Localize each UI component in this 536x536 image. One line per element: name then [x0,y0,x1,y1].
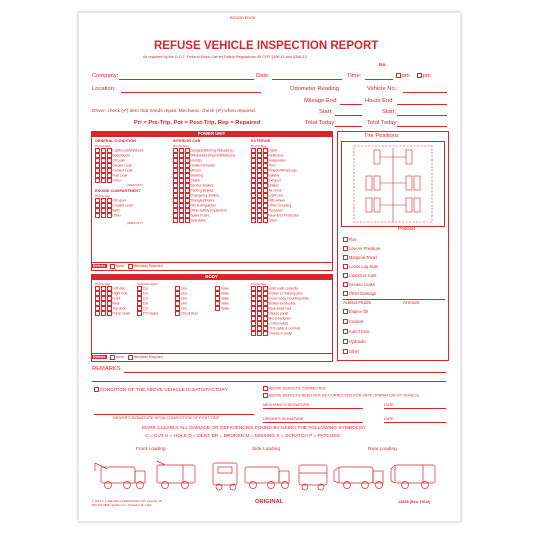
added-fluid-label: Auto Trans. [348,329,371,334]
hydraulic-valve-label: Valve [220,291,230,296]
engine-col-header: Pri Pot Rep [95,194,111,198]
tire-condition-checkbox[interactable] [343,264,348,269]
body-header: BODY [91,274,332,280]
tire-diagram [342,142,444,226]
body-panels-list [95,286,130,316]
exterior-list [251,148,299,223]
remarks-line-2[interactable] [92,381,446,382]
interior-cab-label: Steering [190,173,204,178]
remarks-label: REMARKS [92,366,121,372]
tire-condition-item [343,244,380,253]
interior-cab-label: Other Safety Equipment [190,208,227,213]
total-today-label-2: Total Today: [367,120,398,126]
front-loading-side-truck-icon [95,463,145,489]
time-field[interactable] [365,79,393,80]
vehicle-no-field[interactable] [403,92,447,93]
form-revision-label: 13828 (Rev. 10/12) [398,500,431,504]
general-condition-label: Other [112,178,121,183]
tire-condition-checkbox[interactable] [343,273,348,278]
side-loading-rear-truck-icon [299,465,327,490]
body-col5-header: Pri Pot Rep [251,282,267,286]
hours-end-label: Hours End: [365,98,394,104]
tire-diagram-box [341,141,445,227]
tire-condition-label: Other Damage [348,291,377,296]
exterior-label: Brakes [268,183,279,188]
added-fluid-item [343,307,370,317]
tire-condition-checkbox[interactable] [343,246,348,251]
exterior-checkbox[interactable] [263,218,268,223]
driver-signature-label: DRIVER'S SIGNATURE [263,417,304,421]
rear-loading-side-truck-icon [334,467,383,489]
company-field[interactable] [119,79,254,80]
vehicle-no-label: Vehicle No.: [367,86,398,92]
body-hardware-list [251,286,309,336]
start-field-2[interactable] [397,115,447,116]
hydraulic-valve-list [215,286,229,311]
general-condition-checkbox[interactable] [95,178,100,183]
total-today-field-2[interactable] [397,126,447,127]
interior-cab-checkbox[interactable] [173,218,178,223]
interior-cab-label: Mirrors [190,168,201,173]
tire-condition-label: Marginal Tread [348,255,377,260]
added-fluid-label: Coolant [348,319,364,324]
body-hardware-label: Hoist pack correctly [268,286,298,291]
body-hardware-label: Loose body mounting bolts [268,296,309,301]
hydraulic-valve-label: Valve [220,296,230,301]
date-field[interactable] [272,79,342,80]
hydraulic-line-list [175,286,198,316]
hours-end-field[interactable] [397,104,447,105]
hydraulic-leaks-heading: Hydraulic leaks [137,282,158,286]
time-label: Time: [347,73,362,79]
interior-cab-checkbox[interactable] [179,218,184,223]
am-label: am [401,73,410,80]
mechanic-date-line[interactable] [384,408,446,409]
identify-label-2: (IDENTIFY) [127,221,143,225]
hydraulic-valve-checkbox[interactable] [215,306,220,311]
general-condition-label: Cab/Doors/Windows [112,148,144,153]
interior-cab-label: Parking Brakes [190,188,214,193]
body-hardware-checkbox[interactable] [257,331,262,336]
tire-condition-checkbox[interactable] [343,282,348,287]
body-hardware-label: Broken or missing pins [268,291,303,296]
front-loading-label: Front Loading [136,447,166,452]
date-label: Date: [256,73,270,79]
exterior-label: Reflectors [268,153,284,158]
general-condition-checkbox[interactable] [107,178,112,183]
general-col-header: Pri Pot Rep [95,144,111,148]
interior-cab-label: Fire Extinguisher [190,203,216,208]
general-condition-label: Grease Leak [112,163,132,168]
tire-condition-checkbox[interactable] [343,255,348,260]
exterior-label: Fifth-wheel [268,198,285,203]
interior-cab-checkbox[interactable] [185,218,190,223]
form-subtitle: As required by the D.O.T. Federal Motor Carrier Safety Regulations 49 CFR §396.11 and §396.13 [143,55,307,59]
tire-condition-item [343,235,380,244]
general-condition-checkbox[interactable] [101,178,106,183]
body-defects-row [91,353,332,361]
power-mechanic-required-label: Mechanic Required [133,264,163,268]
exterior-heading: EXTERIOR [251,139,271,143]
body-panel-checkbox[interactable] [101,311,106,316]
damage-symbols-text: C = CUT H = HOLE D = DENT BR = BROKEN M = MISSING S = SCRATCH P = PATCHED [145,434,340,439]
satisfactory-label: CONDITION OF THE ABOVE VEHICLE IS SATISFACTORY [99,387,228,393]
hydraulic-cyl-label: Cyl [142,286,148,291]
pm-label: pm [422,73,431,80]
body-col1-header: Pri Pot Rep [95,282,111,286]
power-defects-none-checkbox[interactable] [110,264,115,269]
exterior-label: Battery [268,173,280,178]
added-fluids-heading [343,299,445,306]
mark-clearly-text: MARK CLEARLY ALL DAMAGE OR DEFICIENCIES FOUND BY USING THE FOLLOWING SYMBOL(S) [142,426,365,431]
amount-label: Amount [403,301,420,306]
body-defects-label: Defects [93,355,106,359]
hydraulic-line-label: Line [180,291,188,296]
form-title: REFUSE VEHICLE INSPECTION REPORT [154,40,379,52]
body-hardware-label: Packer panel [268,311,289,316]
driver-date-label: DATE [384,417,394,421]
tire-condition-item [343,289,380,298]
interior-cab-label: Horn(s) [190,158,202,163]
defects-not-needed-label: ABOVE DEFECTS NEED NOT BE CORRECTED FOR SAFE OPERATION OF VEHICLE [268,393,420,398]
side-loading-side-truck-icon [245,467,289,489]
body-panel-label: Right side [112,291,128,296]
defects-not-needed-option[interactable] [263,393,419,398]
added-fluid-label: Other [348,349,360,354]
exterior-label: Exhaust [268,178,281,183]
mechanic-signature-line[interactable] [263,408,363,409]
driver-signature-line[interactable] [263,422,363,423]
body-mechanic-required-label: Mechanic Required [133,355,163,359]
location-label: Location: [92,86,116,92]
body-hardware-label: Broken turnbuckle [268,301,296,306]
tire-condition-label: Low Air Pressure [348,246,381,251]
exterior-col-header: Pri Pot Rep [251,144,267,148]
mileage-end-label: Mileage End: [304,98,338,104]
power-unit-defects-row [91,262,332,270]
exterior-label: Lights [268,148,278,153]
exterior-label: Other Coupling [268,203,292,208]
tire-condition-checkbox[interactable] [343,291,348,296]
hydraulic-line-label: Line [180,301,188,306]
copyright-line-1: © 2012 J. J. KELLER & ASSOCIATES, INC. Neenah, WI [92,499,163,503]
engine-compartment-label: Coolant Level [112,203,134,208]
defects-corrected-option[interactable] [263,386,326,391]
body-panel-label: Rear [112,301,120,306]
tire-condition-item [343,280,380,289]
power-unit-header: POWER UNIT [91,131,332,137]
body-panel-label: Front [112,296,121,301]
hydraulic-cyl-label: Cyl [142,296,148,301]
instructions-text: Driver: check (✔) item that needs repair. Mechanic: check (✔) when repaired. [92,109,257,114]
odometer-label: Odometer Reading [290,86,339,92]
hydraulic-valve-label: Valve [220,301,230,306]
interior-cab-label: Seat Belts [190,218,206,223]
hydraulic-cyl-label: Cyl [142,291,148,296]
bound-edge-label: BOUND EDGE [230,16,256,20]
hydraulic-cyl-label: PTO leaks [142,311,159,316]
body-hardware-checkbox[interactable] [251,331,256,336]
engine-compartment-list [95,198,133,218]
power-defects-none-label: None [115,264,124,268]
engine-compartment-checkbox[interactable] [95,213,100,218]
truck-diagrams [93,457,445,495]
side-loading-front-truck-icon [213,463,237,490]
original-copy-label: ORIGINAL [255,499,284,505]
copyright-line-2: 800-327-6868 • jjkeller.com • Printed in the USA [92,503,152,507]
driver-completion-signature-label: DRIVER'S SIGNATURE UPON COMPLETION OF POST-TRIP [113,416,220,420]
added-fluid-item [343,327,370,337]
body-hardware-checkbox[interactable] [263,331,268,336]
engine-compartment-label: Oil Level [112,198,126,203]
added-fluid-checkbox[interactable] [343,329,348,334]
identify-label-1: (IDENTIFY) [127,183,143,187]
body-hardware-label: Checks in body [268,331,292,336]
satisfactory-option[interactable] [94,387,228,393]
body-hardware-label: Rear seals bad [268,306,292,311]
interior-cab-label: Heater/Defroster [190,163,216,168]
general-condition-label: Coolant Leak [112,168,133,173]
start-field-1[interactable] [335,115,362,116]
general-condition-label: Fuel Leak [112,173,128,178]
cab-col-header: Pri Pot Rep [173,144,189,148]
body-panel-item [95,311,130,316]
hydraulic-line-label: Line [180,286,188,291]
exterior-label: Air Lines [268,188,282,193]
hydraulic-line-checkbox[interactable] [175,311,180,316]
body-panel-checkbox[interactable] [95,311,100,316]
body-panel-checkbox[interactable] [107,311,112,316]
body-panel-label: Pump seals [112,311,131,316]
tire-condition-checkbox[interactable] [343,237,348,242]
tire-position-heading: Position [398,227,416,232]
hydraulic-cyl-item [137,311,159,316]
engine-compartment-item [95,213,133,218]
driver-completion-signature-line[interactable] [94,414,254,415]
location-field[interactable] [121,92,261,93]
hydraulic-line-label: Check fluid [180,311,198,316]
tire-condition-item [343,262,380,271]
interior-cab-item [173,218,235,223]
hydraulic-valve-label: Valve [220,306,230,311]
added-fluids-list [343,307,370,357]
exterior-checkbox[interactable] [251,218,256,223]
engine-compartment-checkbox[interactable] [107,213,112,218]
body-panel-label: Top door [112,306,126,311]
front-loading-rear-truck-icon [157,461,195,489]
added-fluid-checkbox[interactable] [343,339,348,344]
company-label: Company: [92,73,119,79]
interior-cab-label: Triangles/Flares [190,198,215,203]
interior-cab-label: Gauges/Warning Indicator(s) [190,148,234,153]
body-panel-label: Left side [112,286,126,291]
side-loading-label: Side Loading [252,447,281,452]
exterior-checkbox[interactable] [257,218,262,223]
hydraulic-cyl-list [137,286,159,316]
body-defects-none-checkbox[interactable] [110,355,115,360]
tire-condition-item [343,253,380,262]
body-defects-none-label: None [115,355,124,359]
exterior-label: Rear-End Protection [268,213,300,218]
added-fluid-checkbox[interactable] [343,319,348,324]
legend-text: Pri = Pre-Trip, Pot = Post-Trip, Rep = Repaired [134,120,261,126]
general-condition-label: Oil Leak [112,158,125,163]
tire-condition-label: Loose Lug Nuts [348,264,379,269]
engine-compartment-checkbox[interactable] [101,213,106,218]
interior-cab-label: Windshield Wipers/Washer(s) [190,153,235,158]
interior-cab-label: Clutch [190,178,201,183]
exterior-label: Wheels/Rims/Lugs [268,168,297,173]
hydraulic-line-label: Line [180,296,188,301]
total-today-field-1[interactable] [335,126,362,127]
added-fluid-label: Hydraulic [348,339,367,344]
added-fluid-item [343,317,370,327]
exterior-label: Light Line [268,193,284,198]
hydraulic-valve-label: Valve [220,286,230,291]
interior-cab-label: Spare Fuses [190,213,210,218]
added-fluid-item [343,337,370,347]
pm-option[interactable] [417,73,431,79]
body-hardware-label: PTO cable & controls [268,326,301,331]
mechanic-date-label: DATE [384,403,394,407]
engine-compartment-label: Other [112,213,121,218]
hydraulic-cyl-checkbox[interactable] [137,311,142,316]
added-fluid-checkbox[interactable] [343,349,348,354]
body-hardware-label: Control wires [268,321,289,326]
driver-date-line[interactable] [384,422,446,423]
tire-condition-item [343,271,380,280]
exterior-label: Tiedowns [268,208,283,213]
defects-corrected-label: ABOVE DEFECTS CORRECTED [268,386,326,391]
rear-loading-label: Rear Loading [368,447,397,452]
interior-cab-label: Service Brakes [190,183,214,188]
interior-cab-list [173,148,235,223]
exterior-item [251,218,299,223]
interior-cab-heading: INTERIOR CAB [173,139,201,143]
tire-condition-label: Grease Leaks [348,282,375,287]
tire-positions-heading: Tire Positions [364,133,399,139]
mechanic-signature-label: MECHANIC'S SIGNATURE [263,403,310,407]
tire-condition-label: Cracks or Cuts [348,273,377,278]
am-option[interactable] [396,73,410,79]
general-condition-label: Body/Doors [112,153,131,158]
tire-condition-label: Flat [348,237,356,242]
total-today-label-1: Total Today: [305,120,336,126]
body-hardware-label: Micro-switches [268,316,291,321]
exterior-label: Other [268,218,277,223]
start-label-1: Start: [319,109,333,115]
engine-compartment-heading: ENGINE COMPARTMENT [95,189,141,193]
hydraulic-line-item [175,311,198,316]
form-number-label: No. [379,63,387,68]
inspection-form-sheet [78,12,461,522]
rear-loading-rear-truck-icon [391,465,435,489]
added-fluid-label: Engine Oil [348,309,369,314]
start-label-2: Start: [382,109,396,115]
added-fluid-item [343,347,370,357]
added-fluids-label: Added Fluids [343,301,371,306]
hydraulic-valve-item [215,306,229,311]
interior-cab-label: Emergency Brakes [190,193,220,198]
power-defects-label: Defects [93,264,106,268]
hydraulic-cyl-label: Cyl [142,301,148,306]
remarks-line-1[interactable] [124,372,446,373]
general-condition-list [95,148,143,183]
tire-condition-list [343,235,380,298]
hydraulic-cyl-label: Cyl [142,306,148,311]
added-fluid-checkbox[interactable] [343,309,348,314]
exterior-label: Tires [268,163,276,168]
body-hardware-item [251,331,309,336]
general-condition-heading: GENERAL CONDITION [95,139,136,143]
hydraulic-line-label: Line [180,306,188,311]
mileage-end-field[interactable] [340,104,362,105]
engine-compartment-label: Belts [112,208,120,213]
exterior-label: Suspension [268,158,287,163]
